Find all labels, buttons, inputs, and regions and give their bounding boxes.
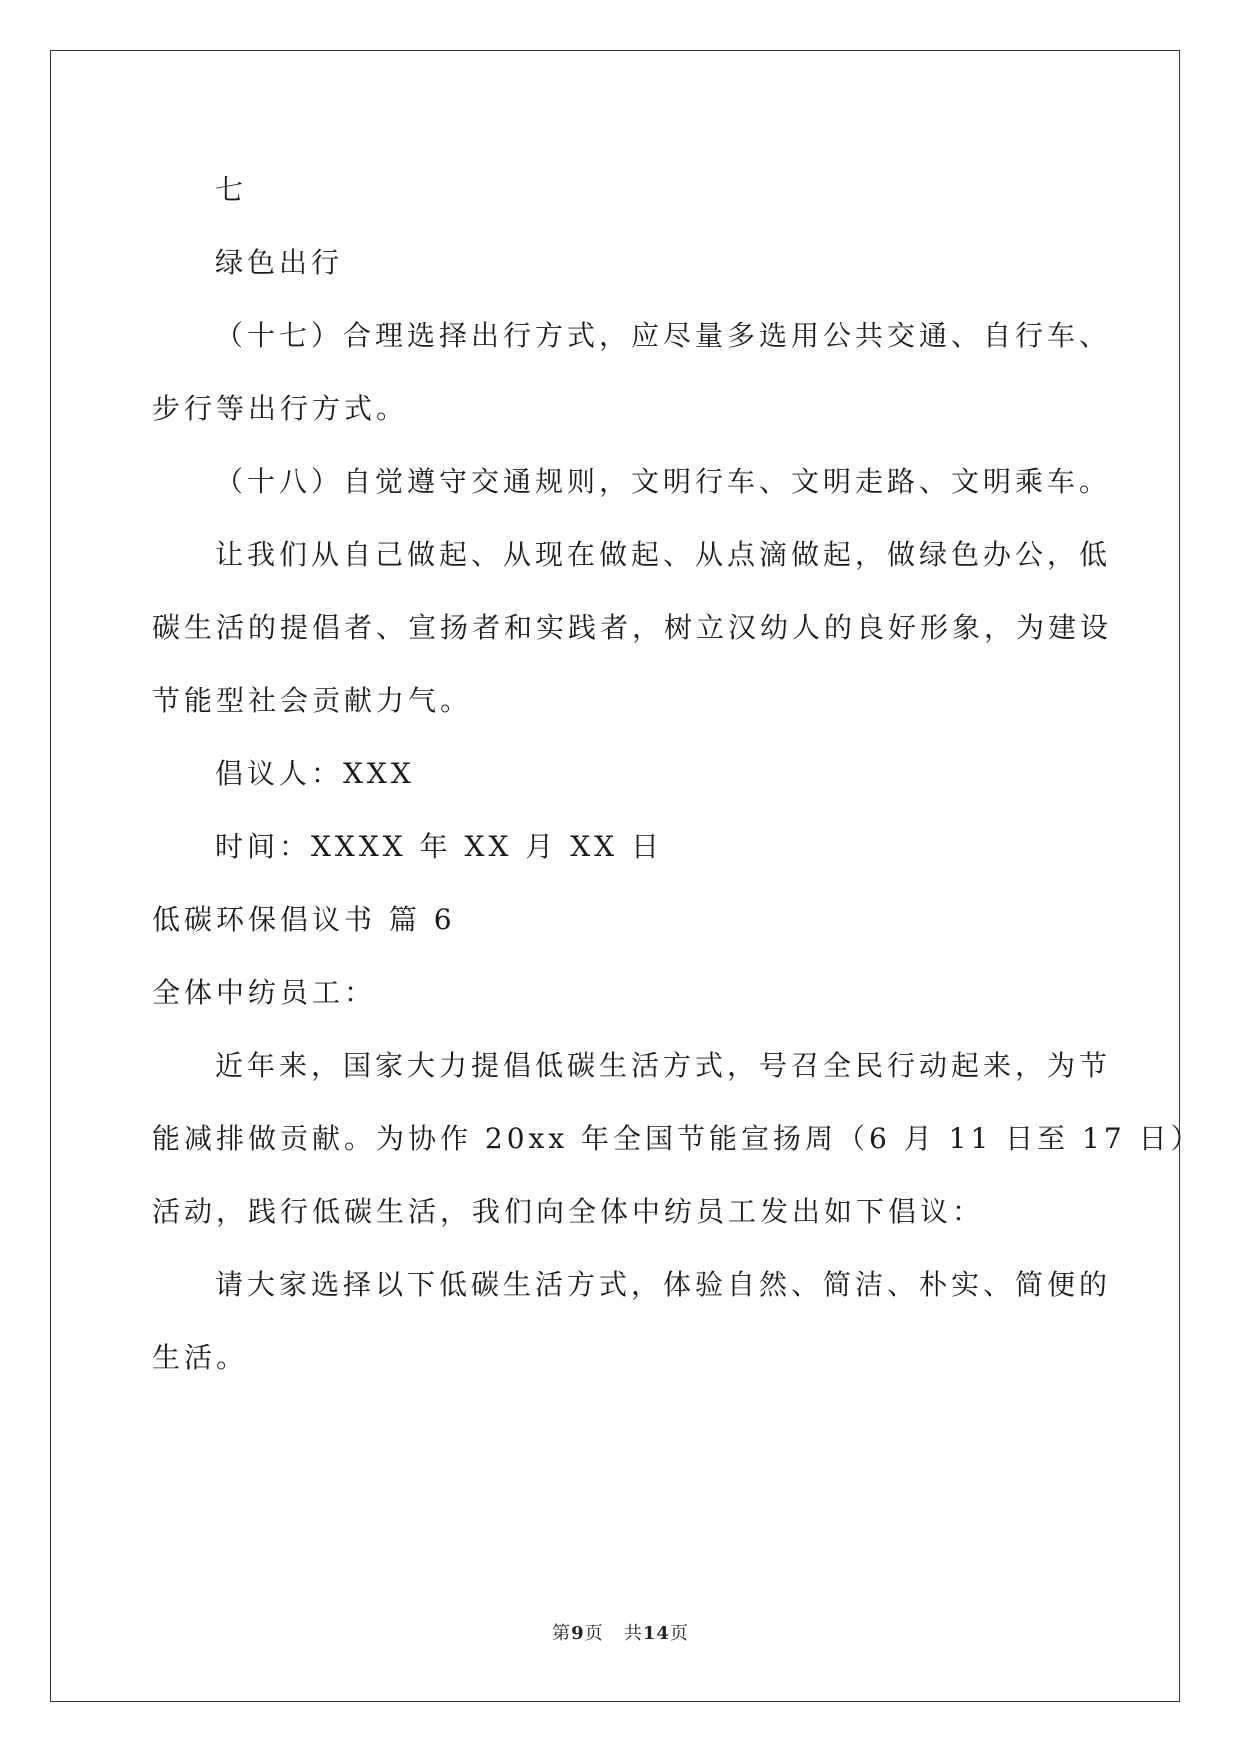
paragraph-line: 活动，践行低碳生活，我们向全体中纺员工发出如下倡议： [152,1195,985,1228]
date-line: 时间：XXXX 年 XX 月 XX 日 [215,830,663,863]
paragraph-line: 生活。 [152,1341,249,1374]
proposer-line: 倡议人：XXX [215,757,415,790]
page-footer [0,1622,1241,1646]
paragraph-line: （十七）合理选择出行方式，应尽量多选用公共交通、自行车、 [215,319,1112,352]
total-prefix: 共 [623,1623,643,1644]
section-heading: 绿色出行 [215,246,344,279]
page-border [50,50,1180,1702]
paragraph-line: 让我们从自己做起、从现在做起、从点滴做起，做绿色办公，低 [215,538,1112,571]
total-suffix: 页 [669,1623,689,1644]
paragraph-line: 近年来，国家大力提倡低碳生活方式，号召全民行动起来，为节 [215,1049,1112,1082]
paragraph-line: 请大家选择以下低碳生活方式，体验自然、简洁、朴实、简便的 [215,1268,1112,1301]
salutation: 全体中纺员工： [152,976,377,1009]
page-number: 9 [571,1623,585,1644]
page-prefix: 第 [552,1623,572,1644]
paragraph-line: 节能型社会贡献力气。 [152,684,473,717]
section-number: 七 [215,173,248,206]
total-pages: 14 [642,1623,670,1644]
paragraph-line: 能减排做贡献。为协作 20xx 年全国节能宣扬周（6 月 11 日至 17 日） [152,1122,1203,1155]
paragraph-line: 步行等出行方式。 [152,392,409,425]
page-suffix: 页 [584,1623,604,1644]
paragraph-line: 碳生活的提倡者、宣扬者和实践者，树立汉幼人的良好形象，为建设 [152,611,1113,644]
document-title: 低碳环保倡议书 篇 6 [152,903,456,936]
paragraph-line: （十八）自觉遵守交通规则，文明行车、文明走路、文明乘车。 [215,465,1112,498]
